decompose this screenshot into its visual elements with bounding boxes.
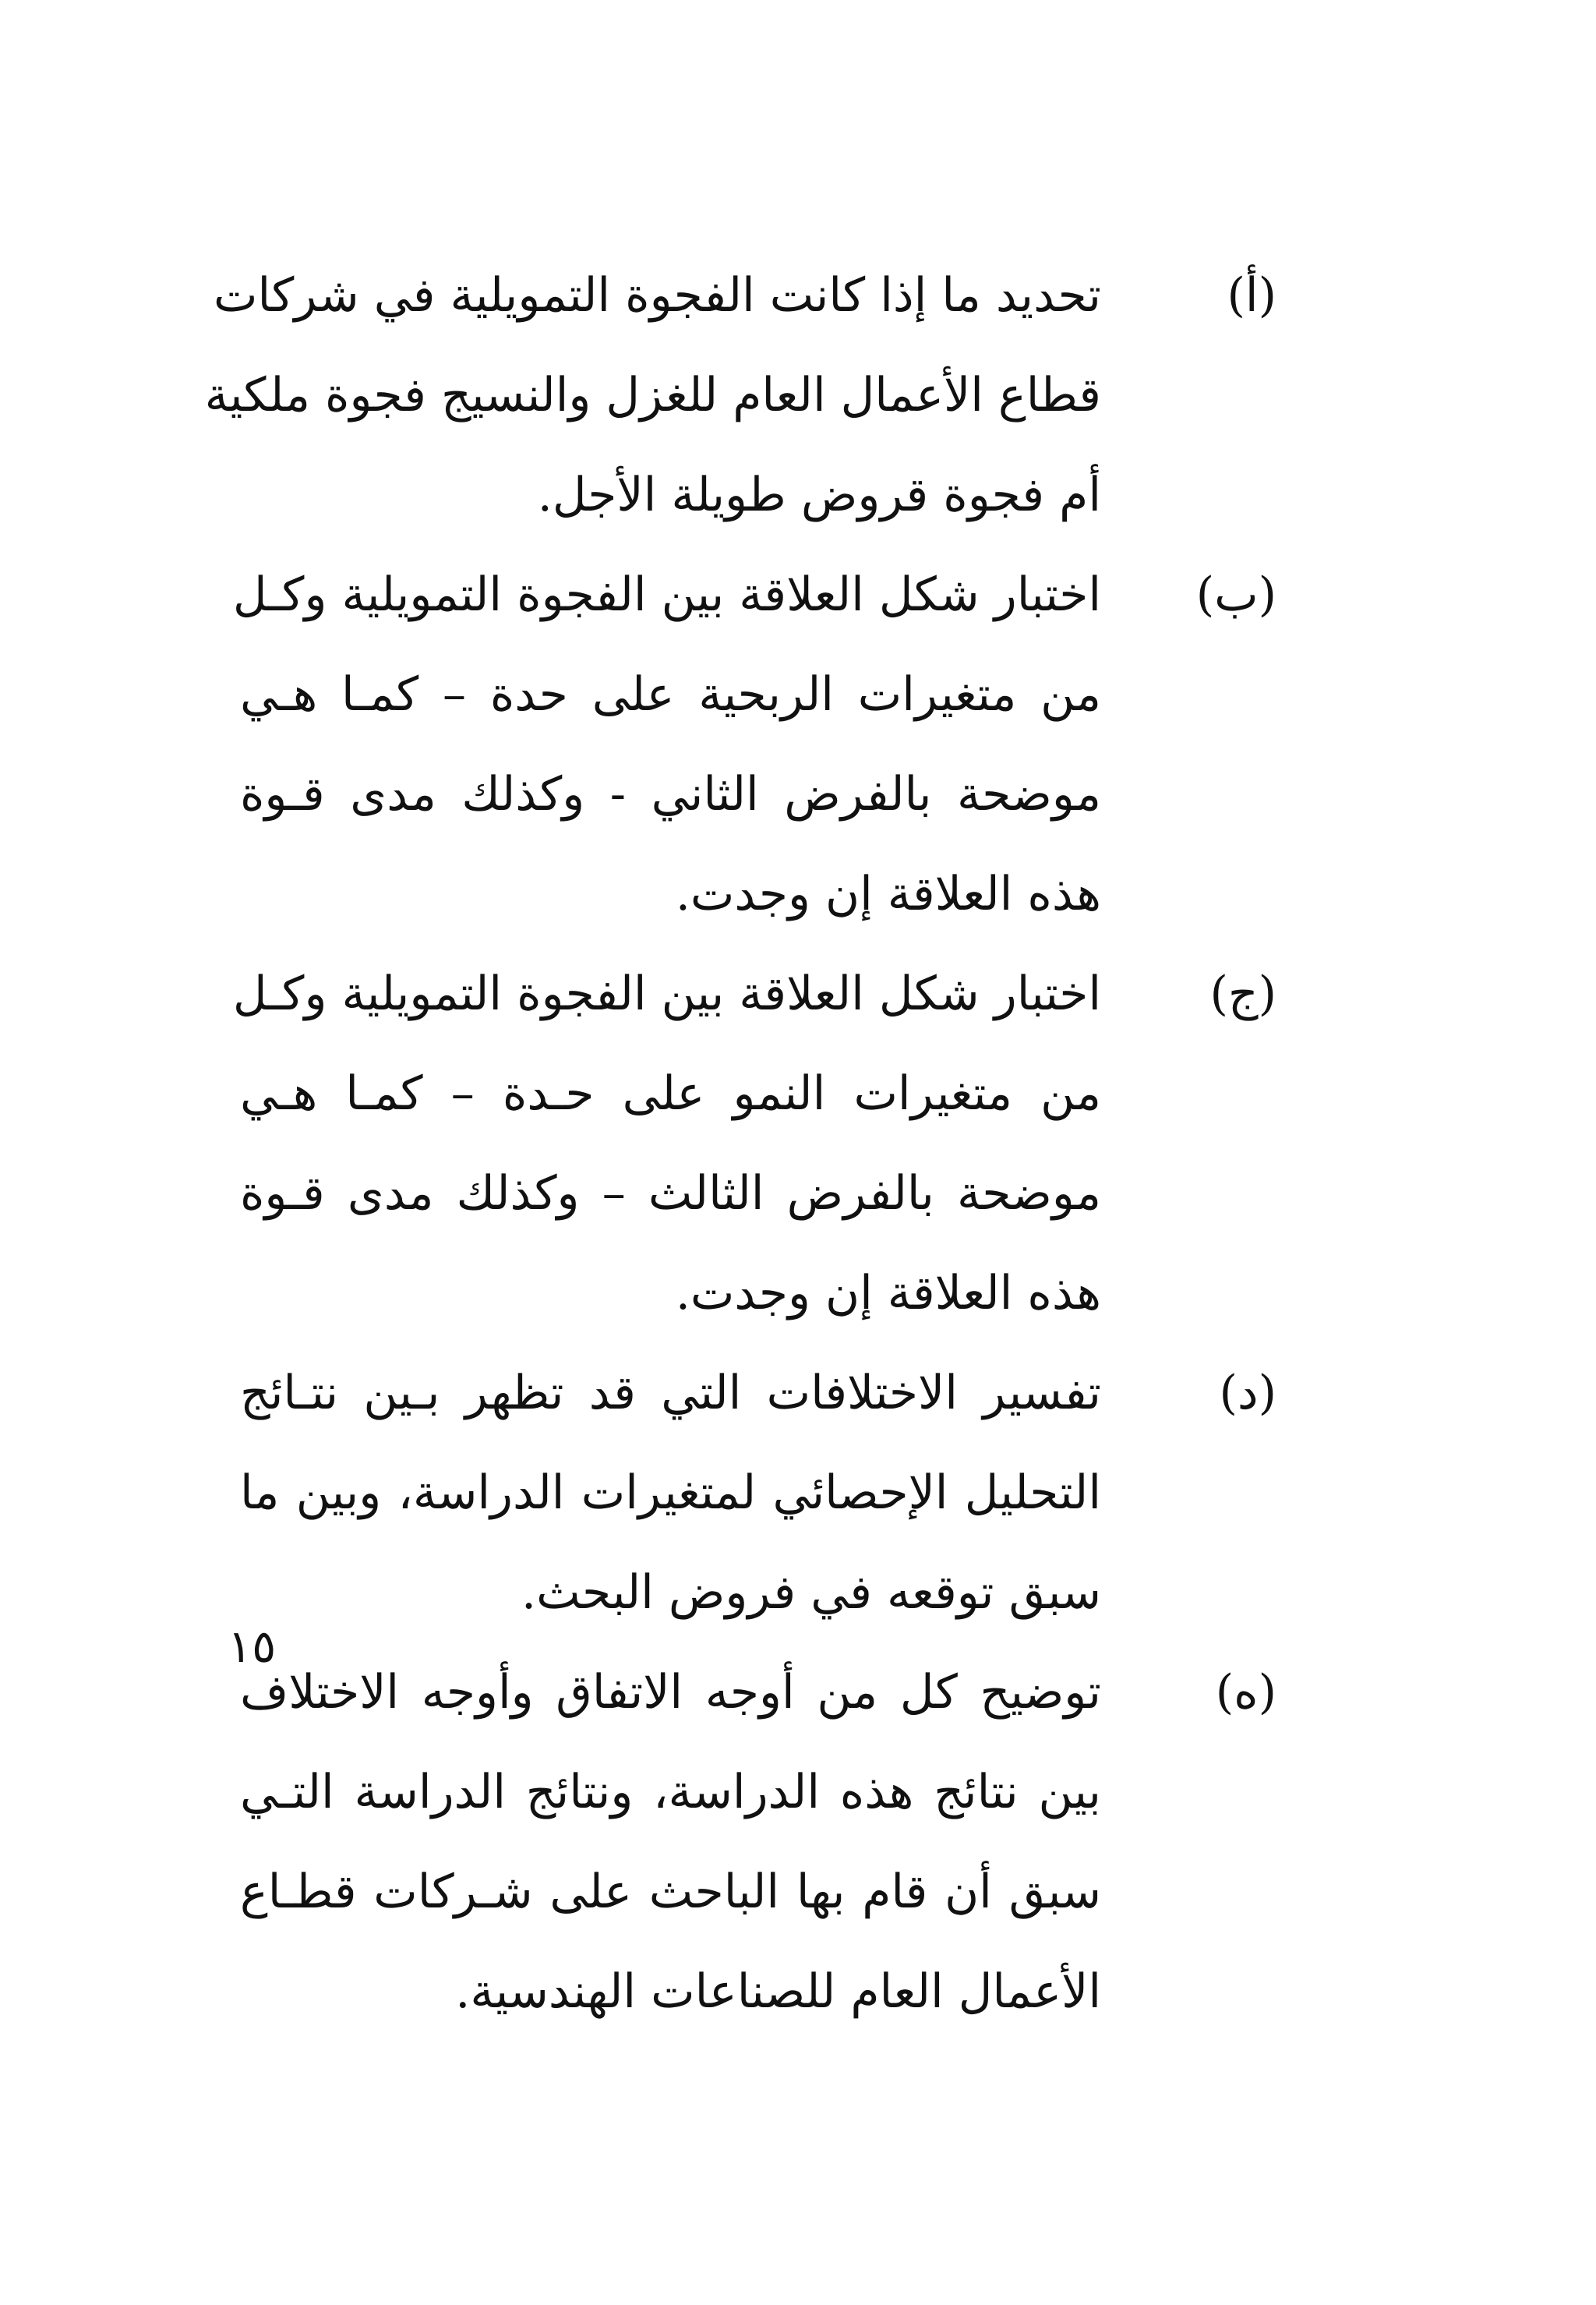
list-item-e <box>240 1642 1276 2042</box>
text-line: سبق توقعه في فروض البحث. <box>521 1565 1101 1620</box>
text-line: اختبار شكل العلاقة بين الفجوة التمويلية وكـل <box>232 967 1101 1021</box>
item-label-a: (أ) <box>1227 268 1276 323</box>
page-number: ١٥ <box>228 1620 277 1673</box>
item-label-c: (ج) <box>1209 967 1276 1021</box>
objectives-list <box>204 246 1276 2042</box>
text-line: من متغيرات النمو على حـدة – كمـا هـي <box>240 1066 1101 1121</box>
item-text-a <box>204 246 1101 545</box>
list-item-b <box>232 545 1276 944</box>
text-line: من متغيرات الربحية على حدة – كمـا هـي <box>240 667 1101 722</box>
item-label-e: (ه) <box>1215 1665 1276 1720</box>
text-line: هذه العلاقة إن وجدت. <box>675 867 1101 921</box>
list-item-d <box>240 1343 1276 1642</box>
item-text-c <box>232 944 1101 1343</box>
text-line: تفسير الاختلافات التي قد تظهر بـين نتـائج <box>240 1366 1101 1420</box>
text-line: اختبار شكل العلاقة بين الفجوة التمويلية وكـل <box>232 567 1101 622</box>
item-text-b <box>232 545 1101 944</box>
text-line: التحليل الإحصائي لمتغيرات الدراسة، وبين ما <box>240 1465 1101 1520</box>
item-text-d <box>240 1343 1101 1642</box>
text-line: تحديد ما إذا كانت الفجوة التمويلية في شركات <box>213 268 1101 323</box>
text-line: هذه العلاقة إن وجدت. <box>675 1266 1101 1320</box>
text-line: الأعمال العام للصناعات الهندسية. <box>455 1964 1101 2019</box>
text-line: موضحة بالفرض الثالث – وكذلك مدى قـوة <box>240 1166 1101 1221</box>
text-line: قطاع الأعمال العام للغزل والنسيج فجوة ملكية <box>204 368 1101 422</box>
text-line: أم فجوة قروض طويلة الأجل. <box>537 468 1101 522</box>
text-line: توضيح كل من أوجه الاتفاق وأوجه الاختلاف <box>240 1665 1101 1720</box>
text-line: موضحة بالفرض الثاني - وكذلك مدى قـوة <box>240 767 1101 822</box>
text-line: بين نتائج هذه الدراسة، ونتائج الدراسة التـي <box>240 1765 1101 1819</box>
item-label-b: (ب) <box>1195 567 1276 622</box>
list-item-a <box>204 246 1276 545</box>
list-item-c <box>232 944 1276 1343</box>
item-text-e <box>240 1642 1101 2042</box>
item-label-d: (د) <box>1219 1366 1276 1420</box>
text-line: سبق أن قام بها الباحث على شـركات قطـاع <box>240 1865 1101 1919</box>
